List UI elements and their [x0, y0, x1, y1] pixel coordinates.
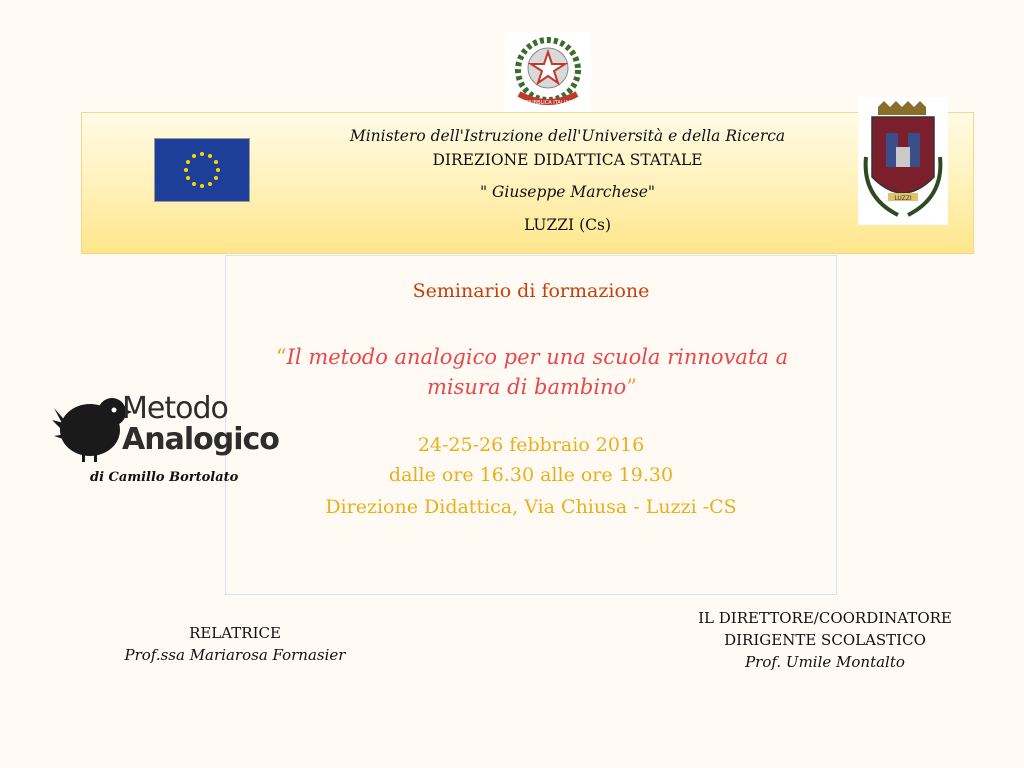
speaker-role: RELATRICE	[189, 624, 281, 642]
director-name: Prof. Umile Montalto	[745, 653, 905, 671]
logo-line1: Metodo	[122, 391, 228, 426]
speaker-name: Prof.ssa Mariarosa Fornasier	[124, 646, 346, 664]
logo-author: di Camillo Bortolato	[90, 470, 239, 485]
header-banner	[81, 112, 974, 254]
speaker-signature	[100, 622, 370, 666]
crest-text: LUZZI	[894, 195, 912, 202]
seminar-panel	[225, 255, 837, 595]
title-close-quote: ”	[626, 375, 637, 399]
ministry-name: Ministero dell'Istruzione dell'Università e della Ricerca	[349, 127, 786, 145]
seminar-title	[266, 342, 798, 402]
bird-icon	[52, 398, 132, 462]
title-open-quote: “	[275, 345, 287, 369]
logo-line2: Analogico	[122, 422, 279, 457]
town-name: LUZZI (Cs)	[523, 216, 611, 234]
school-name: " Giuseppe Marchese"	[479, 183, 656, 201]
seminar-hours: dalle ore 16.30 alle ore 19.30	[388, 464, 674, 486]
seminar-title-text: Il metodo analogico per una scuola rinnovata a misura di bambino	[286, 345, 789, 399]
director-signature	[660, 607, 990, 673]
italian-republic-emblem	[505, 32, 591, 112]
director-role1: IL DIRETTORE/COORDINATORE	[698, 609, 952, 627]
seminar-dates: 24-25-26 febbraio 2016	[417, 434, 645, 456]
directorate-name: DIREZIONE DIDATTICA STATALE	[432, 151, 703, 169]
logo-wordmark	[122, 393, 279, 455]
emblem-text: REPUBBLICA ITALIANA	[520, 100, 576, 106]
seminar-location: Direzione Didattica, Via Chiusa - Luzzi -CS	[325, 496, 737, 518]
luzzi-coat-of-arms	[858, 97, 948, 225]
seminar-type: Seminario di formazione	[412, 280, 650, 302]
director-role2: DIRIGENTE SCOLASTICO	[724, 631, 926, 649]
